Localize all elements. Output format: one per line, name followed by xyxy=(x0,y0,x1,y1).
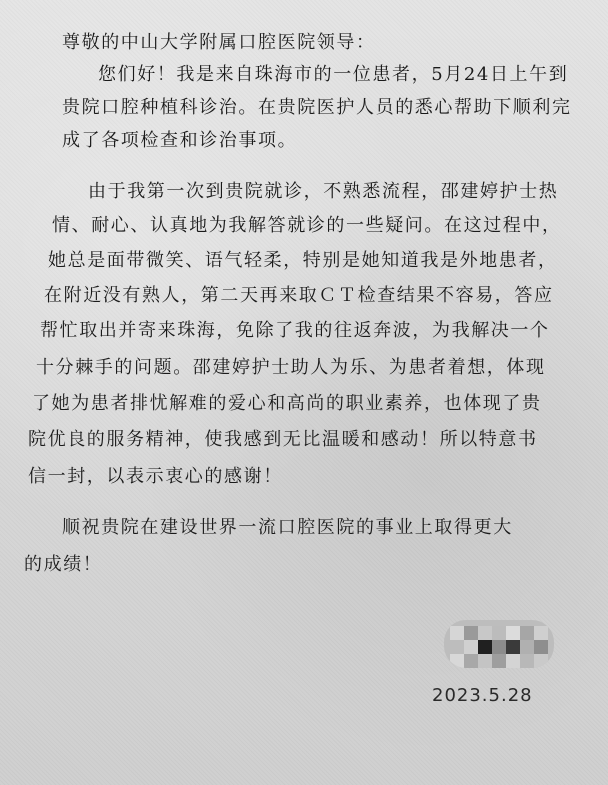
letter-line: 十分棘手的问题。邵建婷护士助人为乐、为患者着想，体现 xyxy=(36,357,546,378)
letter-date: 2023.5.28 xyxy=(432,685,533,706)
letter-line: 院优良的服务精神，使我感到无比温暖和感动！所以特意书 xyxy=(28,429,538,450)
letter-line: 的成绩！ xyxy=(24,554,103,575)
letter-line: 帮忙取出并寄来珠海，免除了我的往返奔波，为我解决一个 xyxy=(40,320,550,341)
letter-line: 在附近没有熟人，第二天再来取ＣＴ检查结果不容易，答应 xyxy=(44,285,554,306)
letter-line: 由于我第一次到贵院就诊，不熟悉流程，邵建婷护士热 xyxy=(88,181,559,202)
letter-salutation: 尊敬的中山大学附属口腔医院领导： xyxy=(62,32,376,53)
signature-redacted xyxy=(444,620,554,668)
letter-line: 信一封，以表示衷心的感谢！ xyxy=(28,466,283,487)
letter-line: 了她为患者排忧解难的爱心和高尚的职业素养，也体现了贵 xyxy=(32,393,542,414)
letter-line: 贵院口腔种植科诊治。在贵院医护人员的悉心帮助下顺利完 xyxy=(62,97,572,118)
letter-line: 您们好！我是来自珠海市的一位患者，5月24日上午到 xyxy=(98,64,569,85)
letter-line: 顺祝贵院在建设世界一流口腔医院的事业上取得更大 xyxy=(62,517,513,538)
letter-line: 成了各项检查和诊治事项。 xyxy=(62,130,298,151)
letter-line: 她总是面带微笑、语气轻柔，特别是她知道我是外地患者， xyxy=(48,250,558,271)
letter-line: 情、耐心、认真地为我解答就诊的一些疑问。在这过程中， xyxy=(52,215,562,236)
